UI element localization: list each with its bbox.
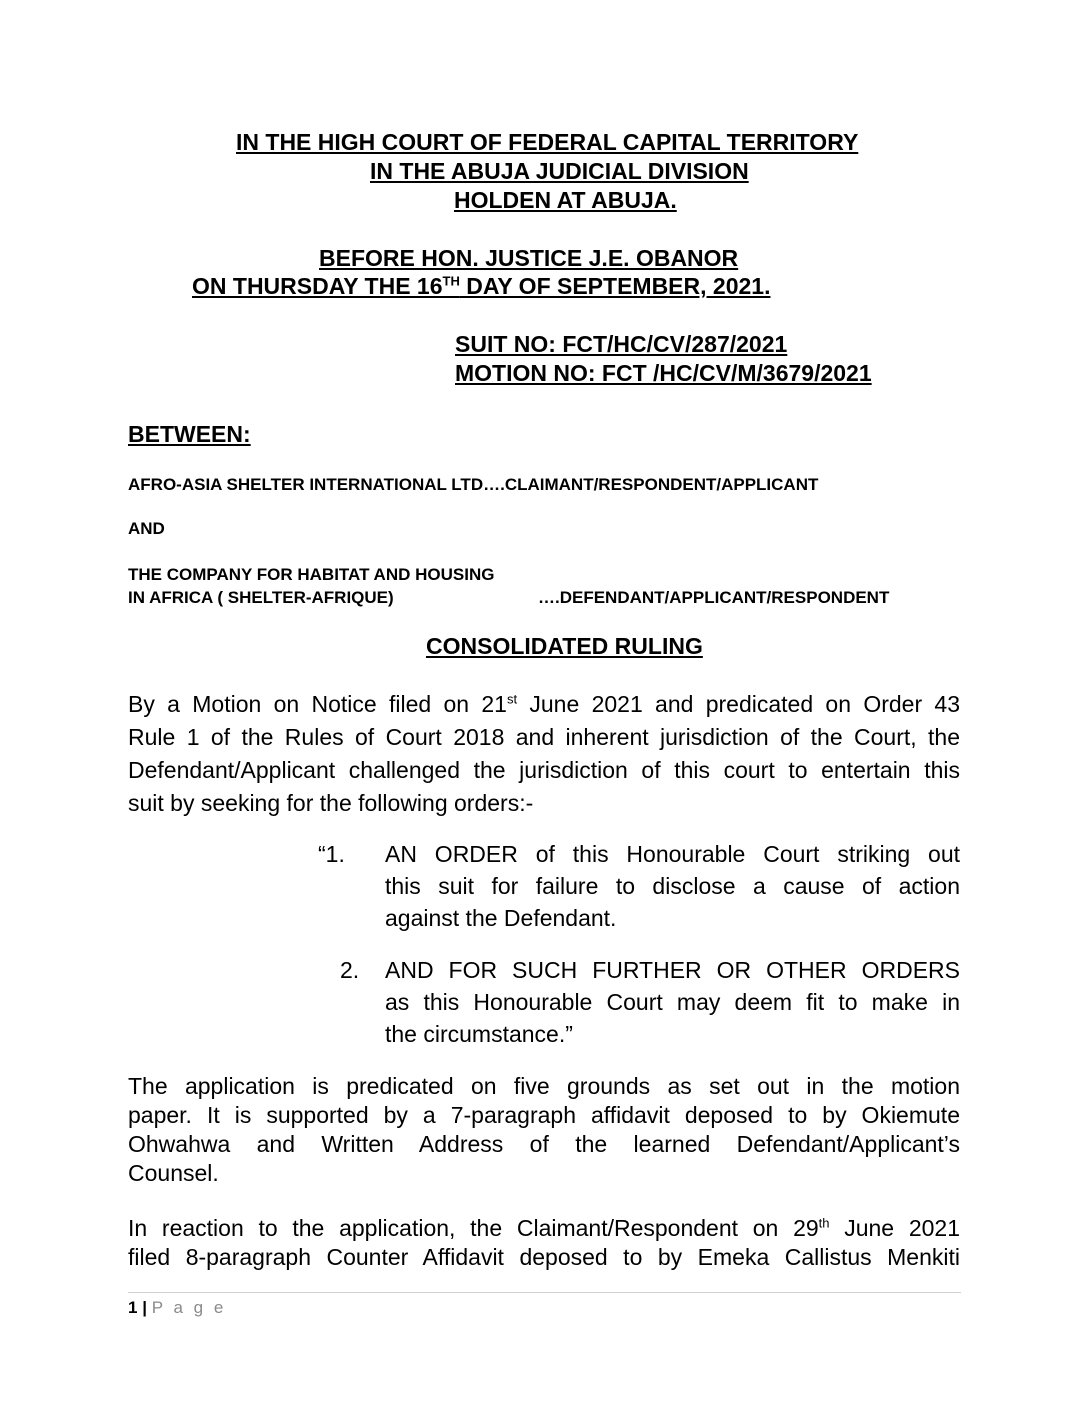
footer-pipe: | bbox=[142, 1298, 147, 1317]
judge-line: BEFORE HON. JUSTICE J.E. OBANOR bbox=[319, 245, 739, 271]
order-1-number: “1. bbox=[318, 841, 345, 867]
para1-line1: By a Motion on Notice filed on 21st June 2021 and predicated on Order 43 bbox=[128, 691, 960, 717]
order-1-line1: AN ORDER of this Honourable Court striking out bbox=[385, 841, 960, 867]
page-number: 1 bbox=[128, 1298, 138, 1317]
ruling-title: CONSOLIDATED RULING bbox=[426, 633, 703, 659]
para2-line3: Ohwahwa and Written Address of the learned Defendant/Applicant’s bbox=[128, 1131, 960, 1157]
para2-line2: paper. It is supported by a 7-paragraph affidavit deposed to by Okiemute bbox=[128, 1102, 960, 1128]
and-label: AND bbox=[128, 519, 165, 538]
para2-line1: The application is predicated on five grounds as set out in the motion bbox=[128, 1073, 960, 1099]
claimant-party: AFRO-ASIA SHELTER INTERNATIONAL LTD….CLAIMANT/RESPONDENT/APPLICANT bbox=[128, 475, 819, 494]
order-2-number: 2. bbox=[340, 957, 360, 983]
order-2-line1: AND FOR SUCH FURTHER OR OTHER ORDERS bbox=[385, 957, 960, 983]
para1-line3: Defendant/Applicant challenged the jurisdiction of this court to entertain this bbox=[128, 757, 960, 783]
para3-line2: filed 8-paragraph Counter Affidavit deposed to by Emeka Callistus Menkiti bbox=[128, 1244, 960, 1270]
court-location: HOLDEN AT ABUJA. bbox=[454, 187, 677, 213]
para3-line1: In reaction to the application, the Claimant/Respondent on 29th June 2021 bbox=[128, 1215, 960, 1241]
para1-line4: suit by seeking for the following orders:- bbox=[128, 790, 534, 816]
page-footer bbox=[128, 1298, 226, 1318]
court-title: IN THE HIGH COURT OF FEDERAL CAPITAL TERRITORY bbox=[236, 129, 859, 155]
defendant-party-line1: THE COMPANY FOR HABITAT AND HOUSING bbox=[128, 565, 495, 584]
order-2-line2: as this Honourable Court may deem fit to make in bbox=[385, 989, 960, 1015]
footer-separator bbox=[128, 1292, 961, 1293]
order-1-line2: this suit for failure to disclose a cause of action bbox=[385, 873, 960, 899]
court-division: IN THE ABUJA JUDICIAL DIVISION bbox=[370, 158, 749, 184]
page-word: P a g e bbox=[151, 1298, 227, 1317]
defendant-party-line2: IN AFRICA ( SHELTER-AFRIQUE) bbox=[128, 588, 394, 607]
defendant-role: ….DEFENDANT/APPLICANT/RESPONDENT bbox=[538, 588, 890, 607]
between-label: BETWEEN: bbox=[128, 421, 251, 447]
order-1-line3: against the Defendant. bbox=[385, 905, 617, 931]
para2-line4: Counsel. bbox=[128, 1160, 219, 1186]
motion-number: MOTION NO: FCT /HC/CV/M/3679/2021 bbox=[455, 360, 872, 386]
hearing-date: ON THURSDAY THE 16TH DAY OF SEPTEMBER, 2021. bbox=[192, 273, 771, 299]
order-2-line3: the circumstance.” bbox=[385, 1021, 573, 1047]
suit-number: SUIT NO: FCT/HC/CV/287/2021 bbox=[455, 331, 788, 357]
para1-line2: Rule 1 of the Rules of Court 2018 and inherent jurisdiction of the Court, the bbox=[128, 724, 960, 750]
